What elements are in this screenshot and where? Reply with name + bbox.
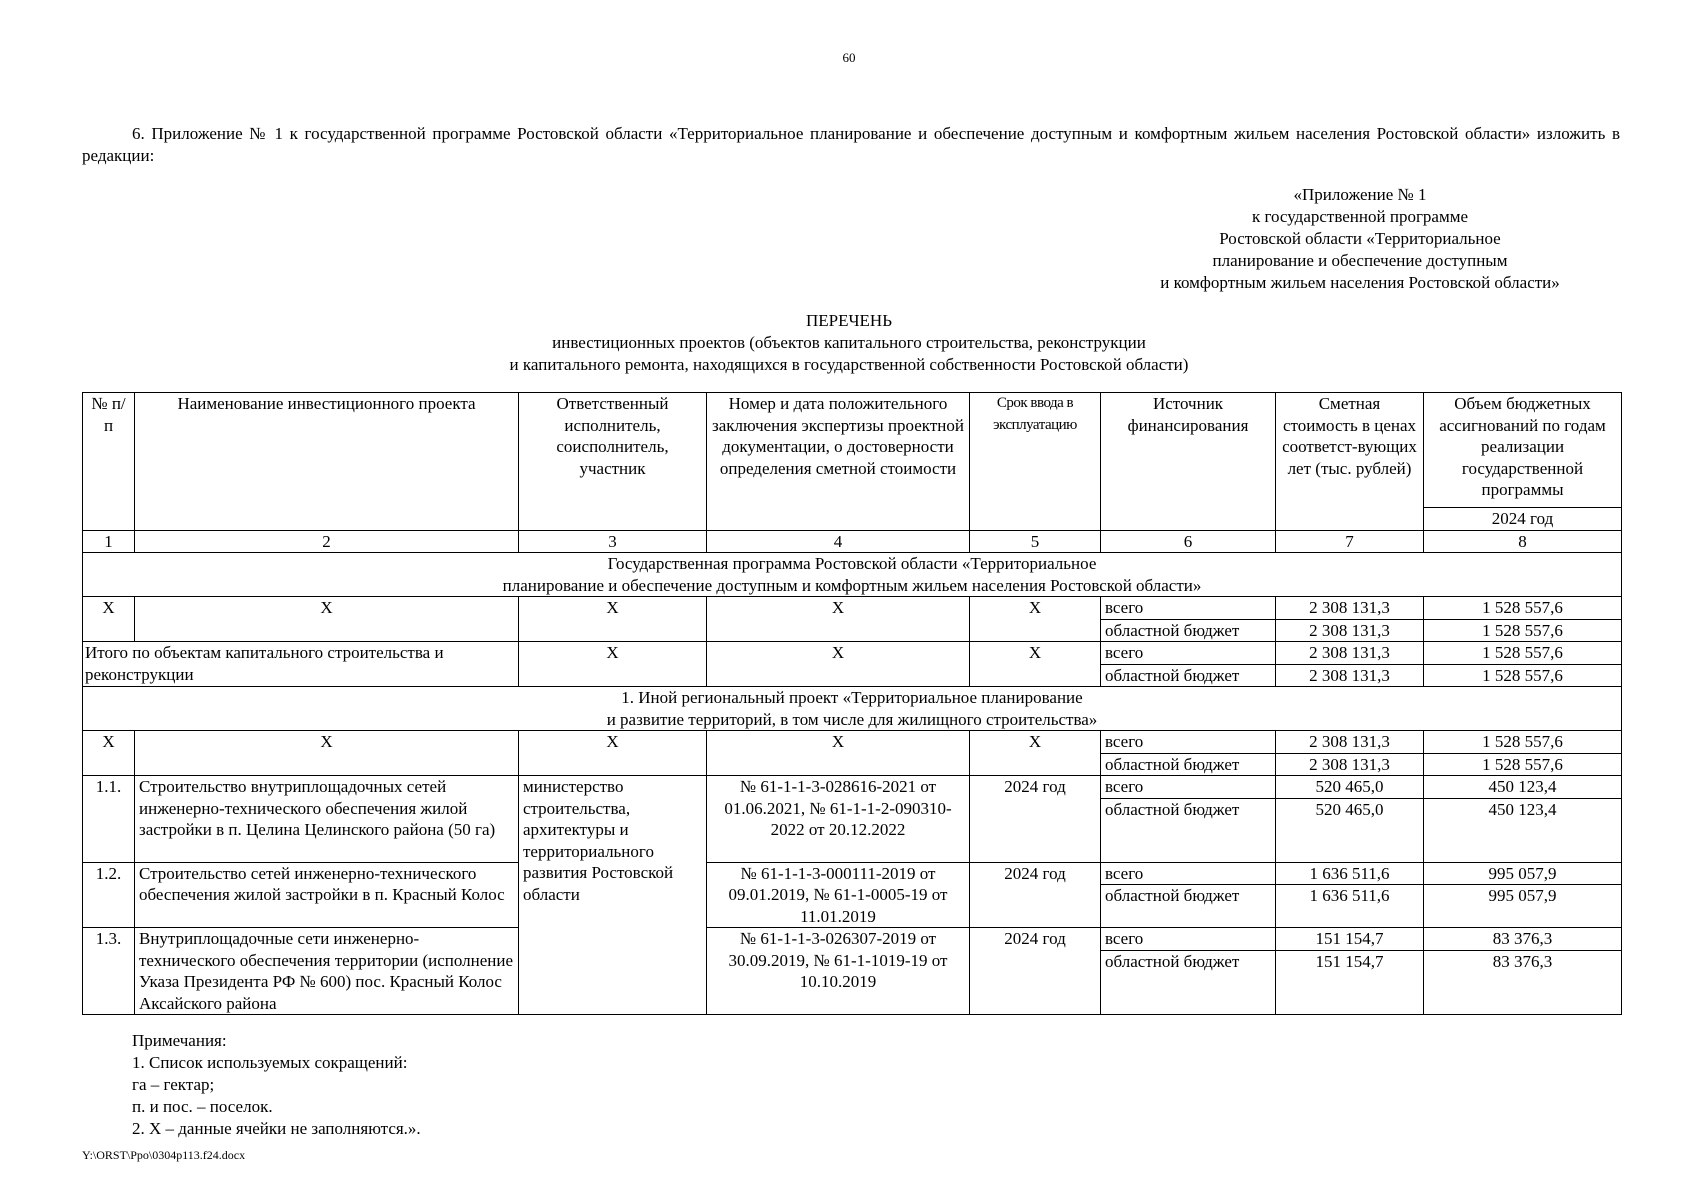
budget-regional: 83 376,3 bbox=[1424, 951, 1622, 1015]
budget-total: 450 123,4 bbox=[1424, 776, 1622, 799]
budget-regional: 1 528 557,6 bbox=[1424, 753, 1622, 776]
x-cell: X bbox=[135, 597, 519, 642]
appendix-line: «Приложение № 1 bbox=[1293, 185, 1427, 204]
title-line: ПЕРЕЧЕНЬ bbox=[806, 311, 892, 330]
header-num: № п/п bbox=[83, 393, 135, 531]
budget-regional: 995 057,9 bbox=[1424, 885, 1622, 928]
source-regional: областной бюджет bbox=[1101, 951, 1276, 1015]
column-number: 2 bbox=[135, 530, 519, 553]
budget-regional: 1 528 557,6 bbox=[1424, 619, 1622, 642]
notes bbox=[132, 1030, 421, 1140]
column-number: 7 bbox=[1276, 530, 1424, 553]
projects-table bbox=[82, 392, 1622, 1015]
program-total-row bbox=[83, 597, 1622, 620]
title-line: и капитального ремонта, находящихся в государственной собственности Ростовской области) bbox=[509, 355, 1189, 374]
item-expertise: № 61-1-1-3-000111-2019 от 09.01.2019, № 61-1-0005-19 от 11.01.2019 bbox=[707, 862, 970, 928]
source-total: всего bbox=[1101, 862, 1276, 885]
note-line: га – гектар; bbox=[132, 1075, 215, 1094]
header-name: Наименование инвестиционного проекта bbox=[135, 393, 519, 531]
x-cell: X bbox=[970, 642, 1101, 687]
appendix-reference bbox=[1100, 184, 1620, 294]
budget-total: 1 528 557,6 bbox=[1424, 597, 1622, 620]
column-number: 3 bbox=[519, 530, 707, 553]
cost-regional: 2 308 131,3 bbox=[1276, 664, 1424, 687]
item-name: Внутриплощадочные сети инженерно-технического обеспечения территории (исполнение Указа Президента РФ № 600) пос. Красный Колос Аксайского района bbox=[135, 928, 519, 1015]
note-line: 2. X – данные ячейки не заполняются.». bbox=[132, 1119, 421, 1138]
source-regional: областной бюджет bbox=[1101, 753, 1276, 776]
x-cell: X bbox=[707, 731, 970, 776]
item-term: 2024 год bbox=[970, 928, 1101, 1015]
header-expertise: Номер и дата положительного заключения экспертизы проектной документации, о достоверности определения сметной стоимости bbox=[707, 393, 970, 531]
budget-total: 1 528 557,6 bbox=[1424, 731, 1622, 754]
project-title-line: и развитие территорий, в том числе для жилищного строительства» bbox=[606, 709, 1098, 729]
item-expertise: № 61-1-1-3-028616-2021 от 01.06.2021, № 61-1-1-2-090310-2022 от 20.12.2022 bbox=[707, 776, 970, 863]
x-cell: X bbox=[83, 597, 135, 642]
cost-regional: 2 308 131,3 bbox=[1276, 619, 1424, 642]
item-term: 2024 год bbox=[970, 862, 1101, 928]
item-num: 1.1. bbox=[83, 776, 135, 863]
cost-regional: 520 465,0 bbox=[1276, 798, 1424, 862]
project-title-line: 1. Иной региональный проект «Территориальное планирование bbox=[621, 688, 1083, 707]
budget-regional: 1 528 557,6 bbox=[1424, 664, 1622, 687]
header-row bbox=[83, 393, 1622, 508]
program-title-row bbox=[83, 553, 1622, 597]
item-num: 1.2. bbox=[83, 862, 135, 928]
source-regional: областной бюджет bbox=[1101, 619, 1276, 642]
appendix-line: к государственной программе bbox=[1251, 207, 1469, 226]
cost-total: 1 636 511,6 bbox=[1276, 862, 1424, 885]
cost-total: 2 308 131,3 bbox=[1276, 597, 1424, 620]
x-cell: X bbox=[970, 597, 1101, 642]
item-expertise: № 61-1-1-3-026307-2019 от 30.09.2019, № 61-1-1019-19 от 10.10.2019 bbox=[707, 928, 970, 1015]
appendix-line: планирование и обеспечение доступным bbox=[1212, 251, 1508, 270]
cost-total: 151 154,7 bbox=[1276, 928, 1424, 951]
cost-total: 520 465,0 bbox=[1276, 776, 1424, 799]
project-total-row bbox=[83, 731, 1622, 754]
project-title bbox=[83, 687, 1622, 731]
source-regional: областной бюджет bbox=[1101, 664, 1276, 687]
budget-total: 995 057,9 bbox=[1424, 862, 1622, 885]
note-line: 1. Список используемых сокращений: bbox=[132, 1053, 408, 1072]
header-term: Срок ввода в эксплуатацию bbox=[970, 393, 1101, 531]
budget-total: 83 376,3 bbox=[1424, 928, 1622, 951]
appendix-line: Ростовской области «Территориальное bbox=[1219, 229, 1501, 248]
x-cell: X bbox=[707, 597, 970, 642]
x-cell: X bbox=[135, 731, 519, 776]
source-total: всего bbox=[1101, 928, 1276, 951]
source-total: всего bbox=[1101, 731, 1276, 754]
header-executor: Ответственный исполнитель, соисполнитель, участник bbox=[519, 393, 707, 531]
budget-total: 1 528 557,6 bbox=[1424, 642, 1622, 665]
x-cell: X bbox=[519, 731, 707, 776]
header-budget: Объем бюджетных ассигнований по годам реализации государственной программы bbox=[1424, 393, 1622, 508]
column-number: 4 bbox=[707, 530, 970, 553]
appendix-line: и комфортным жильем населения Ростовской области» bbox=[1160, 273, 1560, 292]
source-regional: областной бюджет bbox=[1101, 798, 1276, 862]
title-line: инвестиционных проектов (объектов капитального строительства, реконструкции bbox=[552, 333, 1146, 352]
page-number: 60 bbox=[842, 50, 856, 65]
item-row bbox=[83, 776, 1622, 799]
item-row bbox=[83, 928, 1622, 951]
source-total: всего bbox=[1101, 642, 1276, 665]
header-budget-year: 2024 год bbox=[1424, 508, 1622, 531]
program-title-line: планирование и обеспечение доступным и комфортным жильем населения Ростовской области» bbox=[502, 575, 1202, 595]
column-numbers-row bbox=[83, 530, 1622, 553]
project-title-row bbox=[83, 687, 1622, 731]
source-regional: областной бюджет bbox=[1101, 885, 1276, 928]
x-cell: X bbox=[707, 642, 970, 687]
source-total: всего bbox=[1101, 776, 1276, 799]
source-total: всего bbox=[1101, 597, 1276, 620]
budget-regional: 450 123,4 bbox=[1424, 798, 1622, 862]
file-path-footer: Y:\ORST\Ppo\0304p113.f24.docx bbox=[82, 1148, 246, 1162]
x-cell: X bbox=[519, 642, 707, 687]
subtotal-total-row bbox=[83, 642, 1622, 665]
document-title bbox=[0, 310, 1698, 376]
subtotal-label: Итого по объектам капитального строительства и реконструкции bbox=[83, 642, 519, 687]
item-row bbox=[83, 862, 1622, 885]
column-number: 5 bbox=[970, 530, 1101, 553]
x-cell: X bbox=[519, 597, 707, 642]
x-cell: X bbox=[83, 731, 135, 776]
header-cost: Сметная стоимость в ценах соответст-вующих лет (тыс. рублей) bbox=[1276, 393, 1424, 531]
item-name: Строительство внутриплощадочных сетей инженерно-технического обеспечения жилой застройки в п. Целина Целинского района (50 га) bbox=[135, 776, 519, 863]
x-cell: X bbox=[970, 731, 1101, 776]
item-term: 2024 год bbox=[970, 776, 1101, 863]
notes-heading: Примечания: bbox=[132, 1031, 227, 1050]
header-source: Источник финансирования bbox=[1101, 393, 1276, 531]
column-number: 8 bbox=[1424, 530, 1622, 553]
column-number: 1 bbox=[83, 530, 135, 553]
cost-regional: 151 154,7 bbox=[1276, 951, 1424, 1015]
cost-regional: 2 308 131,3 bbox=[1276, 753, 1424, 776]
cost-regional: 1 636 511,6 bbox=[1276, 885, 1424, 928]
program-title bbox=[83, 553, 1622, 597]
cost-total: 2 308 131,3 bbox=[1276, 731, 1424, 754]
program-title-line: Государственная программа Ростовской области «Территориальное bbox=[607, 554, 1097, 573]
item-executor: министерство строительства, архитектуры и территориального развития Ростовской области bbox=[519, 776, 707, 1015]
item-name: Строительство сетей инженерно-технического обеспечения жилой застройки в п. Красный Колос bbox=[135, 862, 519, 928]
column-number: 6 bbox=[1101, 530, 1276, 553]
note-line: п. и пос. – поселок. bbox=[132, 1097, 273, 1116]
cost-total: 2 308 131,3 bbox=[1276, 642, 1424, 665]
intro-paragraph: 6. Приложение № 1 к государственной программе Ростовской области «Территориальное планирование и обеспечение доступным и комфортным жильем населения Ростовской области» изложить в редакции: bbox=[82, 124, 1620, 165]
item-num: 1.3. bbox=[83, 928, 135, 1015]
